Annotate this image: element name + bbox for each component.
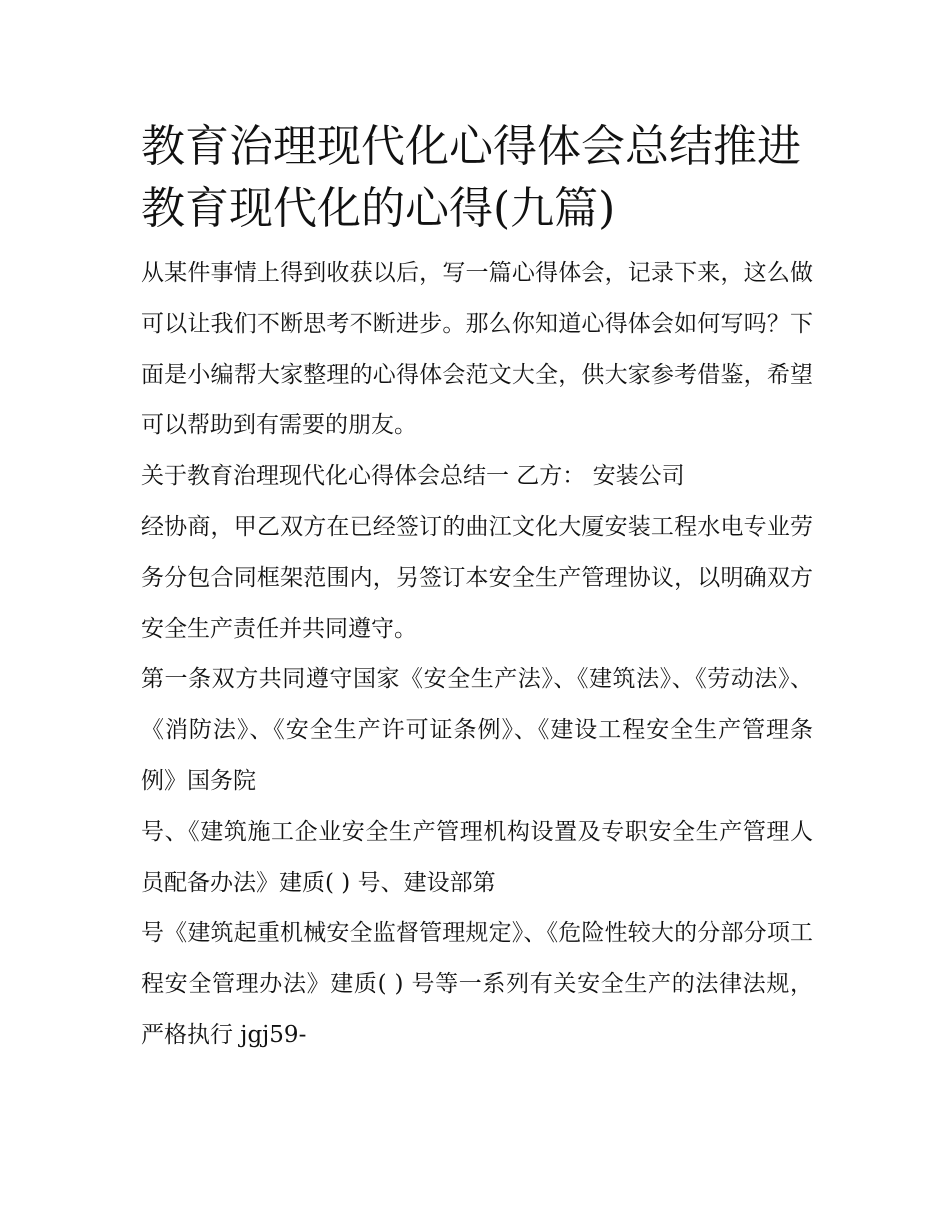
paragraph-intro: 从某件事情上得到收获以后，写一篇心得体会，记录下来，这么做可以让我们不断思考不断进步。那么你知道心得体会如何写吗？下面是小编帮大家整理的心得体会范文大全，供大家参考借鉴，希望可以帮助到有需要的朋友。 — [141, 260, 813, 439]
paragraph-regulations: 号、《建筑施工企业安全生产管理机构设置及专职安全生产管理人员配备办法》建质( ) 号、建设部第 — [141, 818, 813, 896]
paragraph-section-heading: 关于教育治理现代化心得体会总结一 乙方： 安装公司 — [141, 463, 685, 490]
paragraph-standards: 号《建筑起重机械安全监督管理规定》、《危险性较大的分部分项工程安全管理办法》建质( ) 号等一系列有关安全生产的法律法规，严格执行 jgj59- — [141, 920, 813, 1048]
document-body — [141, 248, 813, 1061]
paragraph-article-one: 第一条双方共同遵守国家《安全生产法》、《建筑法》、《劳动法》、《消防法》、《安全生产许可证条例》、《建设工程安全生产管理条例》国务院 — [141, 666, 813, 794]
document-page — [141, 116, 813, 1061]
paragraph-agreement: 经协商，甲乙双方在已经签订的曲江文化大厦安装工程水电专业劳务分包合同框架范围内，另签订本安全生产管理协议，以明确双方安全生产责任并共同遵守。 — [141, 513, 813, 642]
document-title: 教育治理现代化心得体会总结推进教育现代化的心得(九篇) — [141, 121, 801, 234]
